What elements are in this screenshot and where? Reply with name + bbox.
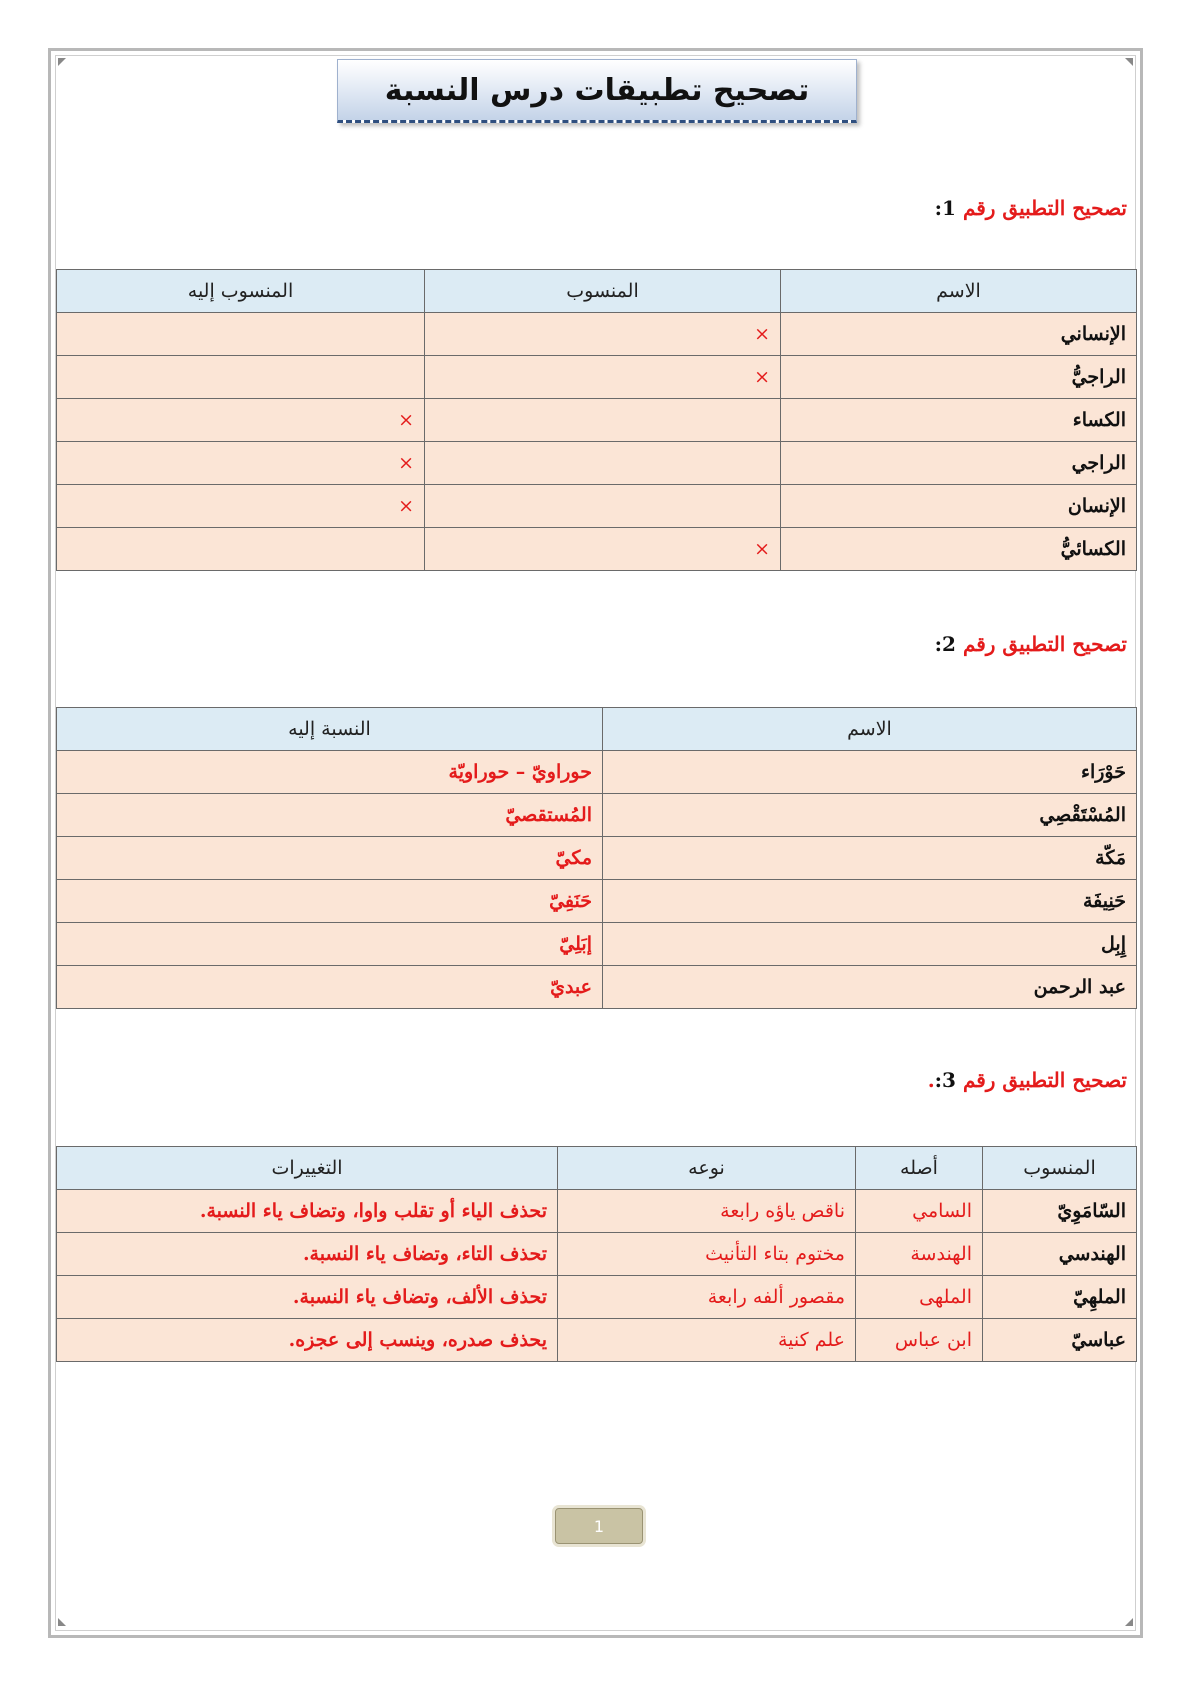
exercise1-heading-number: 1: [934,196,956,220]
mansub-ilayh-mark-cell: × [57,485,425,528]
exercise2-heading [935,632,1127,656]
table-row [57,1319,1137,1362]
exercise1-heading-text: تصحيح التطبيق رقم [962,196,1127,220]
nisba-cell: مكيّ [57,837,603,880]
nisba-cell: المُستقصيّ [57,794,603,837]
mansub-ilayh-mark-cell [57,313,425,356]
mansub-mark-cell [425,399,781,442]
mansub-mark-cell: × [425,313,781,356]
corner-ornament [1125,58,1133,66]
name-cell: مَكّة [603,837,1137,880]
column-header: الاسم [781,270,1137,313]
changes-cell: تحذف الياء أو تقلب واوا، وتضاف ياء النسبة. [57,1190,558,1233]
table-header-row [57,708,1137,751]
table-row [57,1190,1137,1233]
asl-cell: الملهى [856,1276,983,1319]
table-row [57,356,1137,399]
table-row [57,442,1137,485]
table-row [57,966,1137,1009]
table-header-row [57,270,1137,313]
column-header: المنسوب إليه [57,270,425,313]
column-header: المنسوب [425,270,781,313]
page-number-badge [555,1508,643,1544]
mansub-cell: عباسيّ [983,1319,1137,1362]
name-cell: الكسائيُّ [781,528,1137,571]
asl-cell: ابن عباس [856,1319,983,1362]
exercise3-heading-suffix: . [927,1068,935,1092]
name-cell: عبد الرحمن [603,966,1137,1009]
name-cell: حَنِيفَة [603,880,1137,923]
exercise3-table [56,1146,1137,1362]
mansub-mark-cell: × [425,356,781,399]
asl-cell: الهندسة [856,1233,983,1276]
mansub-mark-cell [425,485,781,528]
mansub-cell: الهندسي [983,1233,1137,1276]
page-title-box [337,59,857,123]
corner-ornament [1125,1618,1133,1626]
column-header: أصله [856,1147,983,1190]
name-cell: الراجيُّ [781,356,1137,399]
column-header: النسبة إليه [57,708,603,751]
exercise3-heading [928,1068,1127,1092]
mansub-mark-cell [425,442,781,485]
table-row [57,399,1137,442]
table-row [57,837,1137,880]
exercise1-heading [935,196,1127,220]
name-cell: إِبِل [603,923,1137,966]
mansub-cell: الملهِيّ [983,1276,1137,1319]
table-row [57,1233,1137,1276]
nisba-cell: عبديّ [57,966,603,1009]
table-row [57,1276,1137,1319]
changes-cell: تحذف التاء، وتضاف ياء النسبة. [57,1233,558,1276]
mansub-ilayh-mark-cell: × [57,399,425,442]
table-row [57,880,1137,923]
type-cell: مختوم بتاء التأنيث [558,1233,856,1276]
table-row [57,485,1137,528]
page-title: تصحيح تطبيقات درس النسبة [384,72,810,108]
nisba-cell: حوراويّ – حوراويّة [57,751,603,794]
name-cell: الإنسان [781,485,1137,528]
asl-cell: السامي [856,1190,983,1233]
table-row [57,313,1137,356]
exercise1-table [56,269,1137,571]
table-row [57,923,1137,966]
name-cell: المُسْتَقْصِي [603,794,1137,837]
name-cell: الكساء [781,399,1137,442]
column-header: الاسم [603,708,1137,751]
column-header: التغييرات [57,1147,558,1190]
type-cell: علم كنية [558,1319,856,1362]
mansub-ilayh-mark-cell [57,528,425,571]
mansub-ilayh-mark-cell: × [57,442,425,485]
table-header-row [57,1147,1137,1190]
mansub-ilayh-mark-cell [57,356,425,399]
type-cell: مقصور ألفه رابعة [558,1276,856,1319]
column-header: نوعه [558,1147,856,1190]
name-cell: الراجي [781,442,1137,485]
changes-cell: يحذف صدره، وينسب إلى عجزه. [57,1319,558,1362]
mansub-cell: السّامَوِيّ [983,1190,1137,1233]
page-number: 1 [593,1516,605,1536]
exercise2-heading-text: تصحيح التطبيق رقم [962,632,1127,656]
name-cell: الإنساني [781,313,1137,356]
exercise2-table [56,707,1137,1009]
table-row [57,794,1137,837]
corner-ornament [58,1618,66,1626]
nisba-cell: حَنَفِيّ [57,880,603,923]
exercise2-heading-number: 2: [934,632,956,656]
type-cell: ناقص ياؤه رابعة [558,1190,856,1233]
table-row [57,751,1137,794]
name-cell: حَوْرَاء [603,751,1137,794]
exercise3-heading-text: تصحيح التطبيق رقم [962,1068,1127,1092]
nisba-cell: إبَلِيّ [57,923,603,966]
changes-cell: تحذف الألف، وتضاف ياء النسبة. [57,1276,558,1319]
exercise3-heading-number: 3: [934,1068,956,1092]
table-row [57,528,1137,571]
mansub-mark-cell: × [425,528,781,571]
column-header: المنسوب [983,1147,1137,1190]
corner-ornament [58,58,66,66]
